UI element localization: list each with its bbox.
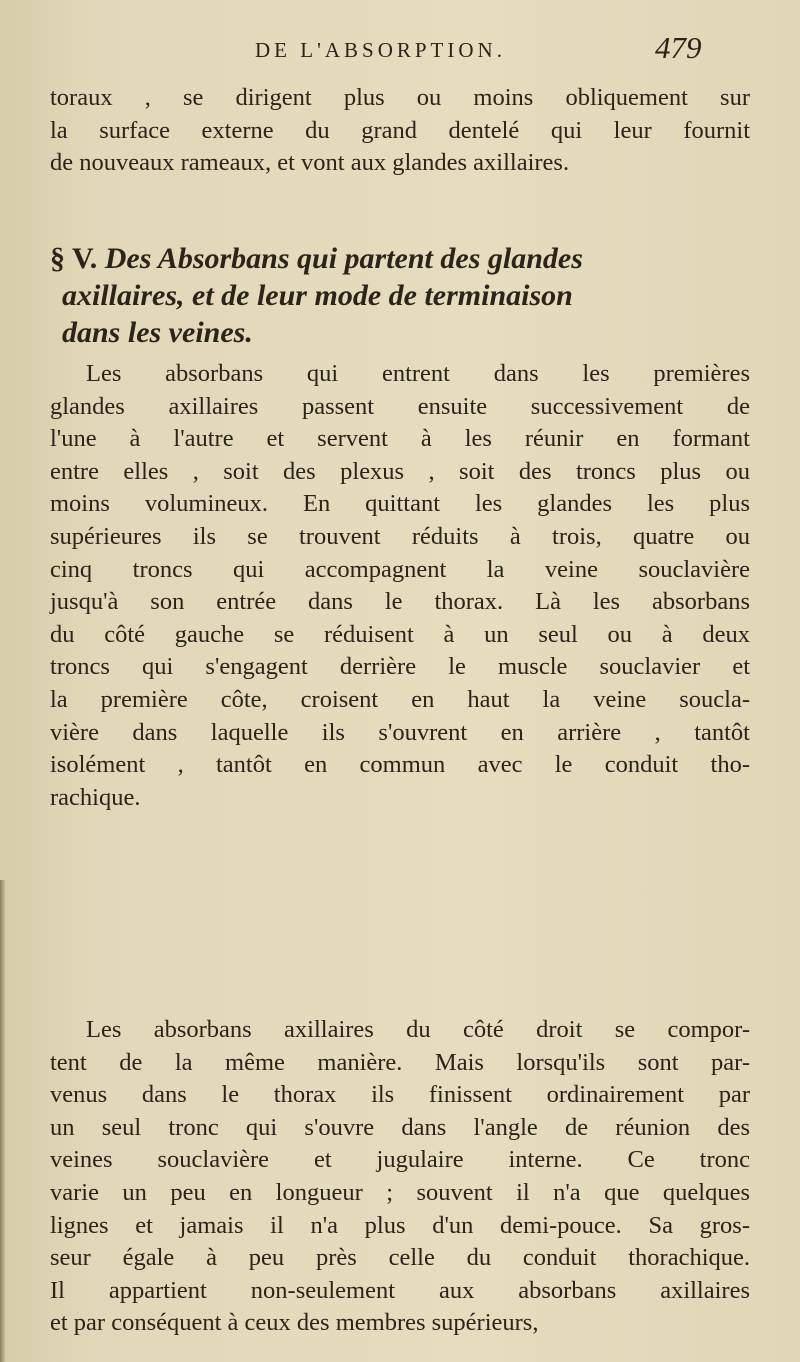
text-line: du côté gauche se réduisent à un seul ou à deux: [50, 620, 750, 648]
text-line: troncs qui s'engagent derrière le muscle souclavier et: [50, 653, 750, 681]
text-line: tent de la même manière. Mais lorsqu'ils sont par-: [50, 1048, 750, 1076]
text-line: venus dans le thorax ils finissent ordinairement par: [50, 1081, 750, 1109]
text-line: Il appartient non-seulement aux absorbans axillaires: [50, 1276, 750, 1304]
text-line: Les absorbans qui entrent dans les premières: [86, 360, 750, 387]
page-edge-shadow: [0, 880, 6, 1362]
text-line: vière dans laquelle ils s'ouvrent en arrière , tantôt: [50, 718, 750, 746]
heading-line: axillaires, et de leur mode de terminaison: [62, 279, 573, 312]
heading-line: dans les veines.: [62, 316, 253, 349]
paragraph-absorbans-glandes: [50, 358, 750, 814]
section-heading: [50, 240, 750, 351]
text-line: glandes axillaires passent ensuite successivement de: [50, 392, 750, 420]
text-line: cinq troncs qui accompagnent la veine souclavière: [50, 555, 750, 583]
text-line: Les absorbans axillaires du côté droit se compor-: [86, 1016, 750, 1043]
text-line: seur égale à peu près celle du conduit thorachique.: [50, 1244, 750, 1272]
text-line: veines souclavière et jugulaire interne. Ce tronc: [50, 1146, 750, 1174]
text-line: varie un peu en longueur ; souvent il n'a que quelques: [50, 1178, 750, 1206]
text-line: entre elles , soit des plexus , soit des troncs plus ou: [50, 457, 750, 485]
text-line: lignes et jamais il n'a plus d'un demi-pouce. Sa gros-: [50, 1211, 750, 1239]
text-line: rachique.: [50, 783, 141, 811]
text-line: et par conséquent à ceux des membres supérieurs,: [50, 1309, 539, 1337]
text-line: l'une à l'autre et servent à les réunir en formant: [50, 425, 750, 453]
paragraph-cote-droit: [50, 1014, 750, 1340]
text-line: la surface externe du grand dentelé qui leur fournit: [50, 116, 750, 144]
section-marker: § V.: [50, 242, 98, 275]
text-line: isolément , tantôt en commun avec le conduit tho-: [50, 751, 750, 779]
running-header: DE L'ABSORPTION.: [255, 38, 506, 62]
paragraph-continuation: [50, 82, 750, 180]
text-line: un seul tronc qui s'ouvre dans l'angle de réunion des: [50, 1113, 750, 1141]
text-line: jusqu'à son entrée dans le thorax. Là les absorbans: [50, 588, 750, 616]
text-line: moins volumineux. En quittant les glandes les plus: [50, 490, 750, 518]
text-line: supérieures ils se trouvent réduits à trois, quatre ou: [50, 522, 750, 550]
page-number: 479: [655, 30, 702, 65]
heading-line: Des Absorbans qui partent des glandes: [104, 242, 583, 275]
text-line: toraux , se dirigent plus ou moins obliquement sur: [50, 84, 750, 111]
text-line: de nouveaux rameaux, et vont aux glandes axillaires.: [50, 149, 570, 177]
text-line: la première côte, croisent en haut la veine soucla-: [50, 685, 750, 713]
